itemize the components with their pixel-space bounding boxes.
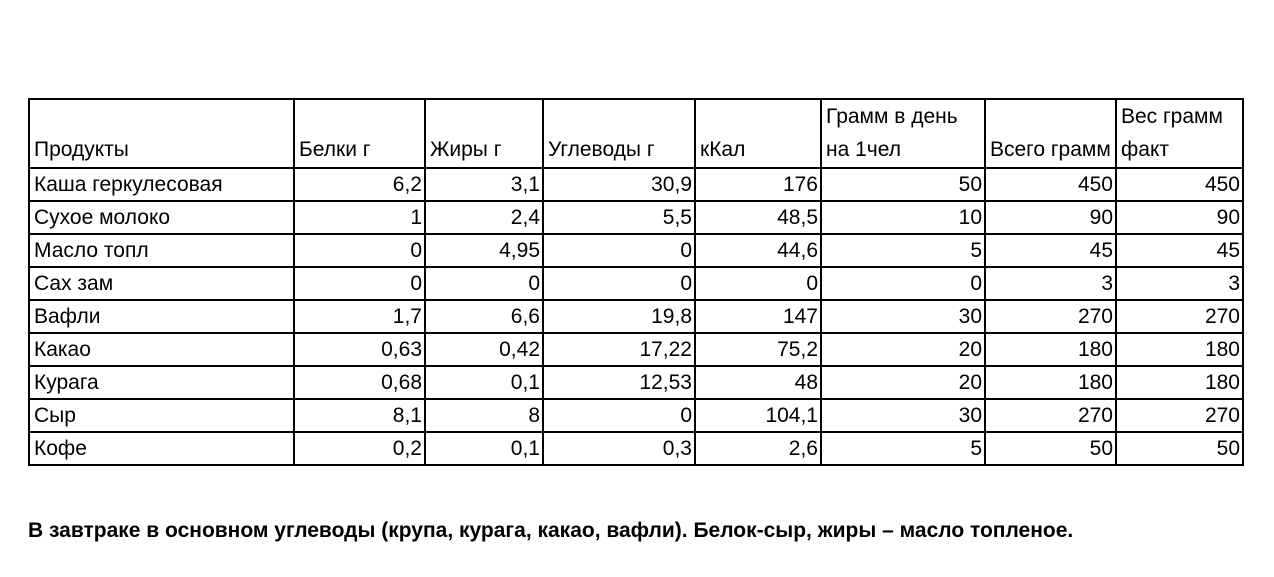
- grams-per-day-cell: 10: [821, 201, 985, 234]
- grams-per-day-cell: 30: [821, 300, 985, 333]
- kcal-cell: 48: [695, 366, 821, 399]
- fat-cell: 4,95: [425, 234, 543, 267]
- header-actual-weight: Вес грамм факт: [1116, 99, 1243, 168]
- nutrition-table: [28, 98, 1244, 466]
- kcal-cell: 48,5: [695, 201, 821, 234]
- product-name: Сыр: [29, 399, 294, 432]
- table-row: [29, 300, 1243, 333]
- actual-weight-cell: 180: [1116, 366, 1243, 399]
- carbs-cell: 5,5: [543, 201, 695, 234]
- kcal-cell: 2,6: [695, 432, 821, 465]
- carbs-cell: 12,53: [543, 366, 695, 399]
- table-row: [29, 333, 1243, 366]
- table-header-row: [29, 99, 1243, 168]
- grams-per-day-cell: 50: [821, 168, 985, 201]
- protein-cell: 1,7: [294, 300, 425, 333]
- kcal-cell: 75,2: [695, 333, 821, 366]
- table-row: [29, 432, 1243, 465]
- kcal-cell: 44,6: [695, 234, 821, 267]
- product-name: Курага: [29, 366, 294, 399]
- fat-cell: 6,6: [425, 300, 543, 333]
- fat-cell: 2,4: [425, 201, 543, 234]
- grams-per-day-cell: 5: [821, 234, 985, 267]
- actual-weight-cell: 45: [1116, 234, 1243, 267]
- fat-cell: 3,1: [425, 168, 543, 201]
- fat-cell: 0,1: [425, 432, 543, 465]
- actual-weight-cell: 50: [1116, 432, 1243, 465]
- fat-cell: 0: [425, 267, 543, 300]
- fat-cell: 0,42: [425, 333, 543, 366]
- protein-cell: 0,63: [294, 333, 425, 366]
- header-total-grams: Всего грамм: [985, 99, 1116, 168]
- protein-cell: 0: [294, 267, 425, 300]
- header-grams-per-day: Грамм в день на 1чел: [821, 99, 985, 168]
- product-name: Вафли: [29, 300, 294, 333]
- actual-weight-cell: 90: [1116, 201, 1243, 234]
- table-row: [29, 399, 1243, 432]
- fat-cell: 8: [425, 399, 543, 432]
- carbs-cell: 19,8: [543, 300, 695, 333]
- table-body: [29, 168, 1243, 465]
- protein-cell: 8,1: [294, 399, 425, 432]
- grams-per-day-cell: 30: [821, 399, 985, 432]
- total-grams-cell: 270: [985, 399, 1116, 432]
- product-name: Кофе: [29, 432, 294, 465]
- carbs-cell: 0: [543, 399, 695, 432]
- protein-cell: 1: [294, 201, 425, 234]
- product-name: Сах зам: [29, 267, 294, 300]
- kcal-cell: 147: [695, 300, 821, 333]
- header-products: Продукты: [29, 99, 294, 168]
- table-row: [29, 366, 1243, 399]
- actual-weight-cell: 270: [1116, 300, 1243, 333]
- carbs-cell: 0,3: [543, 432, 695, 465]
- total-grams-cell: 50: [985, 432, 1116, 465]
- carbs-cell: 0: [543, 234, 695, 267]
- carbs-cell: 17,22: [543, 333, 695, 366]
- header-kcal: кКал: [695, 99, 821, 168]
- total-grams-cell: 180: [985, 366, 1116, 399]
- grams-per-day-cell: 0: [821, 267, 985, 300]
- product-name: Масло топл: [29, 234, 294, 267]
- total-grams-cell: 45: [985, 234, 1116, 267]
- protein-cell: 0,2: [294, 432, 425, 465]
- grams-per-day-cell: 20: [821, 333, 985, 366]
- protein-cell: 0,68: [294, 366, 425, 399]
- total-grams-cell: 90: [985, 201, 1116, 234]
- kcal-cell: 104,1: [695, 399, 821, 432]
- table-row: [29, 234, 1243, 267]
- table-row: [29, 168, 1243, 201]
- actual-weight-cell: 450: [1116, 168, 1243, 201]
- actual-weight-cell: 3: [1116, 267, 1243, 300]
- table-row: [29, 201, 1243, 234]
- product-name: Каша геркулесовая: [29, 168, 294, 201]
- grams-per-day-cell: 5: [821, 432, 985, 465]
- carbs-cell: 30,9: [543, 168, 695, 201]
- total-grams-cell: 270: [985, 300, 1116, 333]
- total-grams-cell: 3: [985, 267, 1116, 300]
- header-fat: Жиры г: [425, 99, 543, 168]
- table-row: [29, 267, 1243, 300]
- protein-cell: 0: [294, 234, 425, 267]
- actual-weight-cell: 180: [1116, 333, 1243, 366]
- kcal-cell: 0: [695, 267, 821, 300]
- total-grams-cell: 450: [985, 168, 1116, 201]
- kcal-cell: 176: [695, 168, 821, 201]
- fat-cell: 0,1: [425, 366, 543, 399]
- total-grams-cell: 180: [985, 333, 1116, 366]
- actual-weight-cell: 270: [1116, 399, 1243, 432]
- header-protein: Белки г: [294, 99, 425, 168]
- summary-note: В завтраке в основном углеводы (крупа, курага, какао, вафли). Белок-сыр, жиры – масло топленое.: [28, 519, 1074, 542]
- header-carbs: Углеводы г: [543, 99, 695, 168]
- product-name: Какао: [29, 333, 294, 366]
- grams-per-day-cell: 20: [821, 366, 985, 399]
- carbs-cell: 0: [543, 267, 695, 300]
- protein-cell: 6,2: [294, 168, 425, 201]
- product-name: Сухое молоко: [29, 201, 294, 234]
